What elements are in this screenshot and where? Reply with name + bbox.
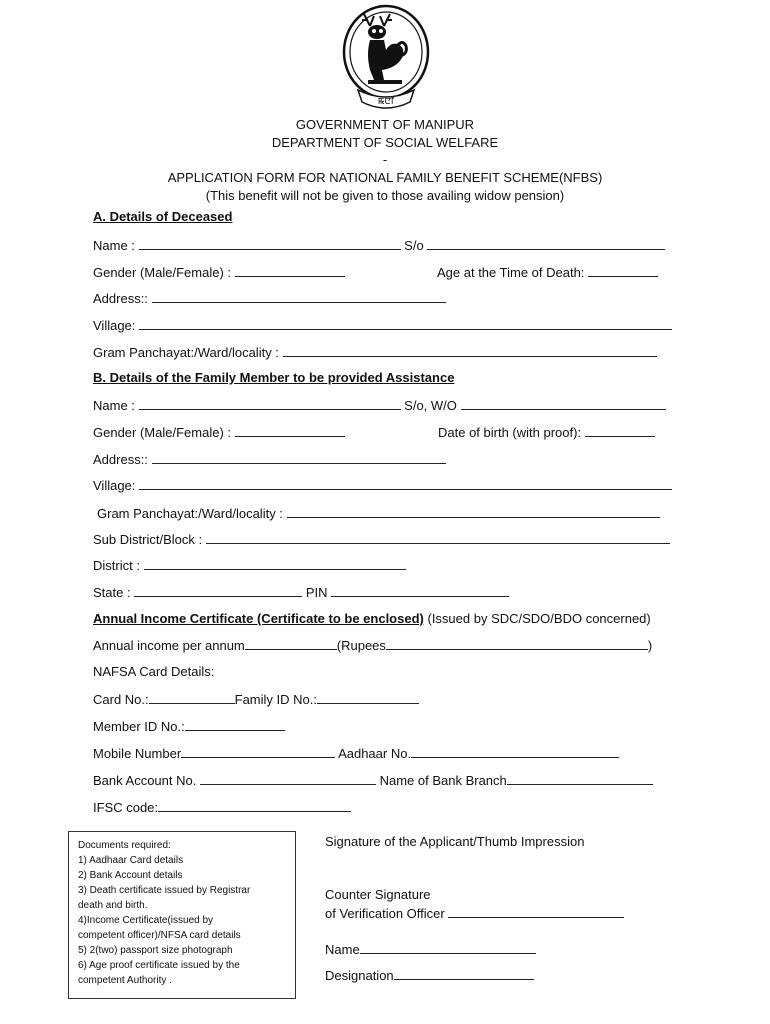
- b-gram-field[interactable]: [287, 505, 660, 518]
- b-state-row: [93, 584, 509, 601]
- family-id-field[interactable]: [317, 691, 419, 704]
- b-district-row: [93, 557, 406, 574]
- documents-title: Documents required:: [78, 840, 171, 851]
- manipur-emblem-icon: [340, 4, 432, 116]
- bank-branch-label: Name of Bank Branch: [379, 773, 507, 788]
- b-sow-label: S/o, W/O: [404, 398, 457, 413]
- ifsc-row: [93, 799, 351, 816]
- family-id-label: Family ID No.:: [234, 692, 317, 707]
- b-gender-row: [93, 424, 345, 441]
- header-dash: -: [382, 152, 388, 167]
- b-address-field[interactable]: [152, 451, 446, 464]
- document-item: 3) Death certificate issued by Registrar: [78, 885, 251, 896]
- designation-field[interactable]: [394, 967, 534, 980]
- designation-row: [325, 967, 534, 984]
- income-field[interactable]: [245, 637, 337, 650]
- document-item: competent officer)/NFSA card details: [78, 930, 241, 941]
- a-age-field[interactable]: [588, 264, 658, 277]
- mobile-field[interactable]: [181, 745, 335, 758]
- document-item: 6) Age proof certificate issued by the: [78, 960, 240, 971]
- b-state-field[interactable]: [134, 584, 302, 597]
- section-b-heading: B. Details of the Family Member to be provided Assistance: [93, 370, 455, 385]
- b-district-label: District :: [93, 558, 140, 573]
- b-gender-label: Gender (Male/Female) :: [93, 425, 231, 440]
- card-no-field[interactable]: [149, 691, 235, 704]
- rupees-close: ): [647, 638, 653, 653]
- a-gender-label: Gender (Male/Female) :: [93, 265, 231, 280]
- b-dob-label: Date of birth (with proof):: [438, 425, 582, 440]
- a-age-row: [437, 264, 658, 281]
- a-village-field[interactable]: [139, 317, 672, 330]
- b-village-label: Village:: [93, 478, 136, 493]
- income-heading-row: [93, 611, 651, 627]
- a-address-label: Address::: [93, 291, 148, 306]
- counter-signature-label: Counter Signature: [325, 887, 431, 902]
- card-row: [93, 691, 419, 708]
- verification-row: [325, 905, 624, 922]
- ifsc-field[interactable]: [158, 799, 351, 812]
- ifsc-label: IFSC code:: [93, 800, 159, 815]
- a-gender-field[interactable]: [235, 264, 345, 277]
- header-government: GOVERNMENT OF MANIPUR: [295, 117, 475, 132]
- b-subdistrict-label: Sub District/Block :: [93, 532, 203, 547]
- b-village-field[interactable]: [139, 477, 672, 490]
- a-address-row: [93, 290, 446, 307]
- verification-label: of Verification Officer: [325, 906, 445, 921]
- a-age-label: Age at the Time of Death:: [437, 265, 585, 280]
- section-a-heading: A. Details of Deceased: [93, 209, 233, 224]
- b-dob-field[interactable]: [585, 424, 655, 437]
- bank-branch-field[interactable]: [507, 772, 653, 785]
- mobile-label: Mobile Number: [93, 746, 182, 761]
- income-heading: Annual Income Certificate (Certificate to be enclosed): [93, 611, 424, 626]
- b-address-label: Address::: [93, 452, 148, 467]
- bank-account-field[interactable]: [200, 772, 376, 785]
- nafsa-label: NAFSA Card Details:: [93, 664, 215, 679]
- a-address-field[interactable]: [152, 290, 446, 303]
- rupees-label: (Rupees: [336, 638, 386, 653]
- b-district-field[interactable]: [144, 557, 406, 570]
- header-department: DEPARTMENT OF SOCIAL WELFARE: [271, 135, 499, 150]
- a-gram-row: [93, 344, 657, 361]
- b-name-row: [93, 397, 666, 414]
- document-item: 5) 2(two) passport size photograph: [78, 945, 233, 956]
- document-item: 1) Aadhaar Card details: [78, 855, 184, 866]
- a-village-row: [93, 317, 672, 334]
- bank-account-label: Bank Account No.: [93, 773, 197, 788]
- b-name-field[interactable]: [139, 397, 401, 410]
- aadhaar-field[interactable]: [411, 745, 619, 758]
- income-issued: (Issued by SDC/SDO/BDO concerned): [427, 611, 651, 626]
- b-address-row: [93, 451, 446, 468]
- b-state-label: State :: [93, 585, 131, 600]
- a-so-field[interactable]: [427, 237, 665, 250]
- a-gram-field[interactable]: [283, 344, 657, 357]
- a-name-label: Name :: [93, 238, 135, 253]
- mobile-row: [93, 745, 619, 762]
- form-title: APPLICATION FORM FOR NATIONAL FAMILY BENEFIT SCHEME(NFBS): [167, 170, 603, 185]
- document-item: 2) Bank Account details: [78, 870, 183, 881]
- b-subdistrict-field[interactable]: [206, 531, 670, 544]
- verification-field[interactable]: [448, 905, 624, 918]
- rupees-field[interactable]: [386, 637, 648, 650]
- sig-name-row: [325, 941, 536, 958]
- a-so-label: S/o: [404, 238, 424, 253]
- a-gram-label: Gram Panchayat:/Ward/locality :: [93, 345, 279, 360]
- a-name-row: [93, 237, 665, 254]
- card-no-label: Card No.:: [93, 692, 149, 707]
- aadhaar-label: Aadhaar No.: [338, 746, 412, 761]
- b-sow-field[interactable]: [461, 397, 666, 410]
- b-pin-field[interactable]: [331, 584, 509, 597]
- form-subtitle: (This benefit will not be given to those availing widow pension): [205, 188, 565, 203]
- income-row: [93, 637, 652, 654]
- b-name-label: Name :: [93, 398, 135, 413]
- document-item: 4)Income Certificate(issued by: [78, 915, 214, 926]
- member-id-label: Member ID No.:: [93, 719, 185, 734]
- a-village-label: Village:: [93, 318, 136, 333]
- b-gender-field[interactable]: [235, 424, 345, 437]
- b-village-row: [93, 477, 672, 494]
- sig-name-label: Name: [325, 942, 360, 957]
- member-row: [93, 718, 285, 735]
- a-name-field[interactable]: [139, 237, 401, 250]
- emblem-text: ꯃꯅꯤ: [377, 97, 395, 107]
- b-subdistrict-row: [93, 531, 670, 548]
- b-pin-label: PIN: [305, 585, 328, 600]
- member-id-field[interactable]: [185, 718, 285, 731]
- a-gender-row: [93, 264, 345, 281]
- b-gram-label: Gram Panchayat:/Ward/locality :: [97, 506, 283, 521]
- b-dob-row: [438, 424, 655, 441]
- designation-label: Designation: [325, 968, 394, 983]
- income-label: Annual income per annum: [93, 638, 245, 653]
- sig-name-field[interactable]: [360, 941, 536, 954]
- b-gram-row: [97, 505, 660, 522]
- bank-row: [93, 772, 653, 789]
- document-item: competent Authority .: [78, 975, 172, 986]
- applicant-signature-label: Signature of the Applicant/Thumb Impression: [325, 834, 585, 849]
- document-item: death and birth.: [78, 900, 148, 911]
- documents-list: [78, 838, 250, 988]
